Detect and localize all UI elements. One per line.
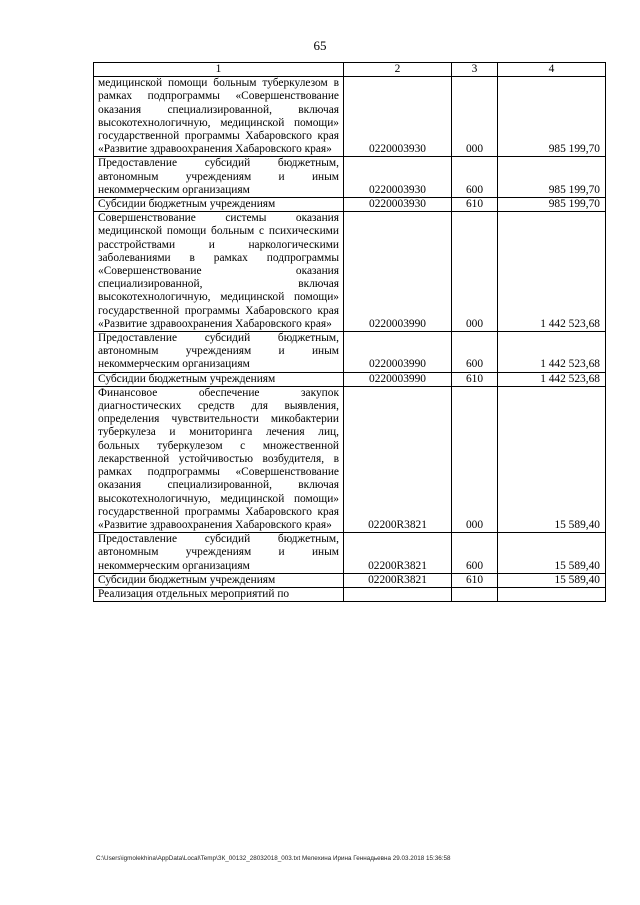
row-amount: 985 199,70	[498, 157, 606, 198]
row-expense-type: 600	[452, 157, 498, 198]
table-row	[94, 198, 606, 212]
page-number: 65	[313, 38, 327, 53]
row-expense-type	[452, 587, 498, 601]
row-expense-type: 000	[452, 212, 498, 332]
row-name: Субсидии бюджетным учреждениям	[94, 372, 344, 386]
row-name: Совершенствование системы оказания медицинской помощи больным с психическими расстройствами и наркологическими заболеваниями в рамках подпрограммы «Совершенствование оказания специализированной, включая высокотехнологичную, медицинской помощи» государственной программы Хабаровского края «Развитие здравоохранения Хабаровского края»	[94, 212, 344, 332]
row-target-code: 02200R3821	[344, 573, 452, 587]
column-header: 3	[452, 63, 498, 77]
row-target-code: 02200R3821	[344, 533, 452, 574]
table-row	[94, 573, 606, 587]
row-amount: 985 199,70	[498, 198, 606, 212]
row-expense-type: 600	[452, 533, 498, 574]
row-target-code: 0220003930	[344, 77, 452, 157]
column-header: 2	[344, 63, 452, 77]
row-expense-type: 610	[452, 573, 498, 587]
row-amount: 15 589,40	[498, 573, 606, 587]
row-amount: 15 589,40	[498, 386, 606, 532]
table-row	[94, 212, 606, 332]
table-header-row	[94, 63, 606, 77]
budget-table	[93, 62, 606, 602]
row-target-code: 0220003990	[344, 212, 452, 332]
table-row	[94, 372, 606, 386]
row-name: Финансовое обеспечение закупок диагностических средств для выявления, определения чувствительности микобактерии туберкулеза и мониторинга лечения лиц, больных туберкулезом с множественной лекарственной устойчивостью возбудителя, в рамках подпрограммы «Совершенствование оказания специализированной, включая высокотехнологичную, медицинской помощи» государственной программы Хабаровского края «Развитие здравоохранения Хабаровского края»	[94, 386, 344, 532]
table-row	[94, 533, 606, 574]
file-path-footer: C:\Users\igmolekhina\AppData\Local\Temp\ЗК_00132_28032018_003.txt Мелехина Ирина Геннадьевна 29.03.2018 15:36:58	[96, 855, 451, 862]
row-target-code: 0220003990	[344, 332, 452, 373]
row-amount: 1 442 523,68	[498, 332, 606, 373]
row-expense-type: 610	[452, 198, 498, 212]
table-row	[94, 386, 606, 532]
row-expense-type: 600	[452, 332, 498, 373]
column-header: 1	[94, 63, 344, 77]
row-amount: 1 442 523,68	[498, 212, 606, 332]
table-row	[94, 157, 606, 198]
row-name: Предоставление субсидий бюджетным, автономным учреждениям и иным некоммерческим организациям	[94, 332, 344, 373]
row-target-code: 0220003990	[344, 372, 452, 386]
table-row	[94, 77, 606, 157]
row-amount: 985 199,70	[498, 77, 606, 157]
row-name: Реализация отдельных мероприятий по	[94, 587, 344, 601]
row-amount: 1 442 523,68	[498, 372, 606, 386]
row-name: Субсидии бюджетным учреждениям	[94, 573, 344, 587]
row-name: Предоставление субсидий бюджетным, автономным учреждениям и иным некоммерческим организациям	[94, 157, 344, 198]
row-amount: 15 589,40	[498, 533, 606, 574]
row-name: Предоставление субсидий бюджетным, автономным учреждениям и иным некоммерческим организациям	[94, 533, 344, 574]
row-target-code: 0220003930	[344, 198, 452, 212]
row-expense-type: 610	[452, 372, 498, 386]
row-amount	[498, 587, 606, 601]
row-target-code	[344, 587, 452, 601]
row-expense-type: 000	[452, 386, 498, 532]
row-name: Субсидии бюджетным учреждениям	[94, 198, 344, 212]
column-header: 4	[498, 63, 606, 77]
row-target-code: 0220003930	[344, 157, 452, 198]
row-name: медицинской помощи больным туберкулезом в рамках подпрограммы «Совершенствование оказания специализированной, включая высокотехнологичную, медицинской помощи» государственной программы Хабаровского края «Развитие здравоохранения Хабаровского края»	[94, 77, 344, 157]
row-expense-type: 000	[452, 77, 498, 157]
table-row	[94, 332, 606, 373]
row-target-code: 02200R3821	[344, 386, 452, 532]
table-row	[94, 587, 606, 601]
